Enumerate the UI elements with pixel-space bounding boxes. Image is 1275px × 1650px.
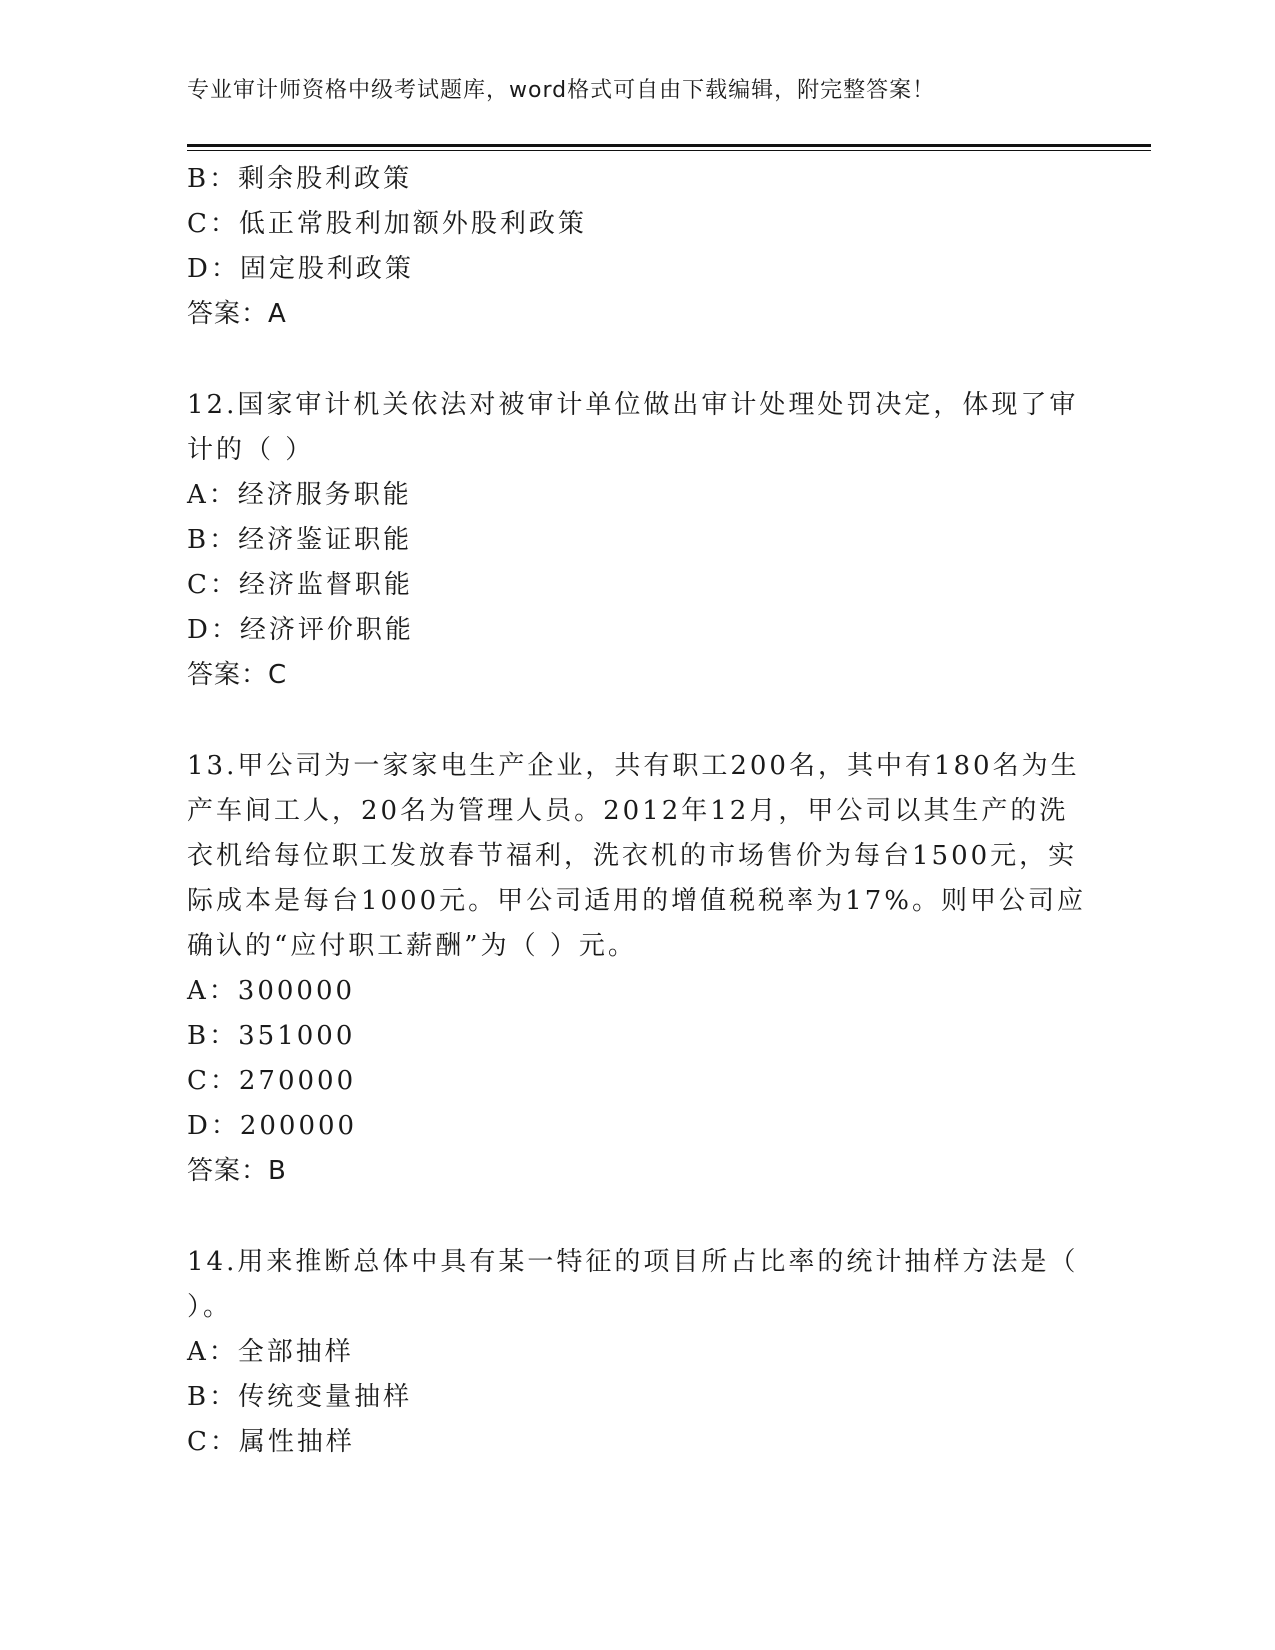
question-text-line: 13.甲公司为一家家电生产企业，共有职工200名，其中有180名为生 — [187, 751, 1080, 781]
option-b: B：剩余股利政策 — [187, 164, 413, 194]
question-text-line: 14.用来推断总体中具有某一特征的项目所占比率的统计抽样方法是（ — [187, 1247, 1079, 1277]
document-body — [187, 157, 1086, 1465]
option-a: A：300000 — [187, 976, 356, 1006]
question-12-stem — [187, 383, 1077, 473]
header-rule-thin — [187, 150, 1151, 151]
question-text-line: ）。 — [187, 1292, 233, 1322]
option-d: D：固定股利政策 — [187, 254, 414, 284]
question-14-stem — [187, 1240, 1077, 1330]
question-14-options — [187, 1330, 1077, 1465]
question-text-line: 产车间工人，20名为管理人员。2012年12月，甲公司以其生产的洗 — [187, 796, 1069, 826]
option-b: B：经济鉴证职能 — [187, 525, 413, 555]
question-11-options — [187, 157, 1077, 292]
question-text-line: 计的（ ） — [187, 435, 315, 465]
option-c: C：属性抽样 — [187, 1427, 355, 1457]
question-text-line: 际成本是每台1000元。甲公司适用的增值税税率为17%。则甲公司应 — [187, 886, 1086, 916]
option-b: B：传统变量抽样 — [187, 1382, 413, 1412]
question-text-line: 12.国家审计机关依法对被审计单位做出审计处理处罚决定，体现了审 — [187, 390, 1079, 420]
question-text-line: 确认的“应付职工薪酬”为（ ）元。 — [187, 931, 637, 961]
question-13-options — [187, 969, 1077, 1149]
spacer — [187, 1194, 1077, 1240]
option-a: A：经济服务职能 — [187, 480, 412, 510]
header-rule-thick — [187, 144, 1151, 147]
option-c: C：270000 — [187, 1066, 357, 1096]
spacer — [187, 337, 1077, 383]
question-11-answer: 答案：A — [187, 299, 287, 329]
question-13-stem — [187, 744, 1086, 969]
option-a: A：全部抽样 — [187, 1337, 354, 1367]
question-13-answer: 答案：B — [187, 1156, 287, 1186]
page-header: 专业审计师资格中级考试题库，word格式可自由下载编辑，附完整答案！ — [187, 78, 936, 103]
option-c: C：经济监督职能 — [187, 570, 413, 600]
question-text-line: 衣机给每位职工发放春节福利，洗衣机的市场售价为每台1500元，实 — [187, 841, 1078, 871]
question-12-options — [187, 473, 1077, 653]
question-12-answer: 答案：C — [187, 660, 288, 690]
option-b: B：351000 — [187, 1021, 356, 1051]
option-d: D：经济评价职能 — [187, 615, 414, 645]
option-d: D：200000 — [187, 1111, 358, 1141]
spacer — [187, 698, 1077, 744]
option-c: C：低正常股利加额外股利政策 — [187, 209, 587, 239]
